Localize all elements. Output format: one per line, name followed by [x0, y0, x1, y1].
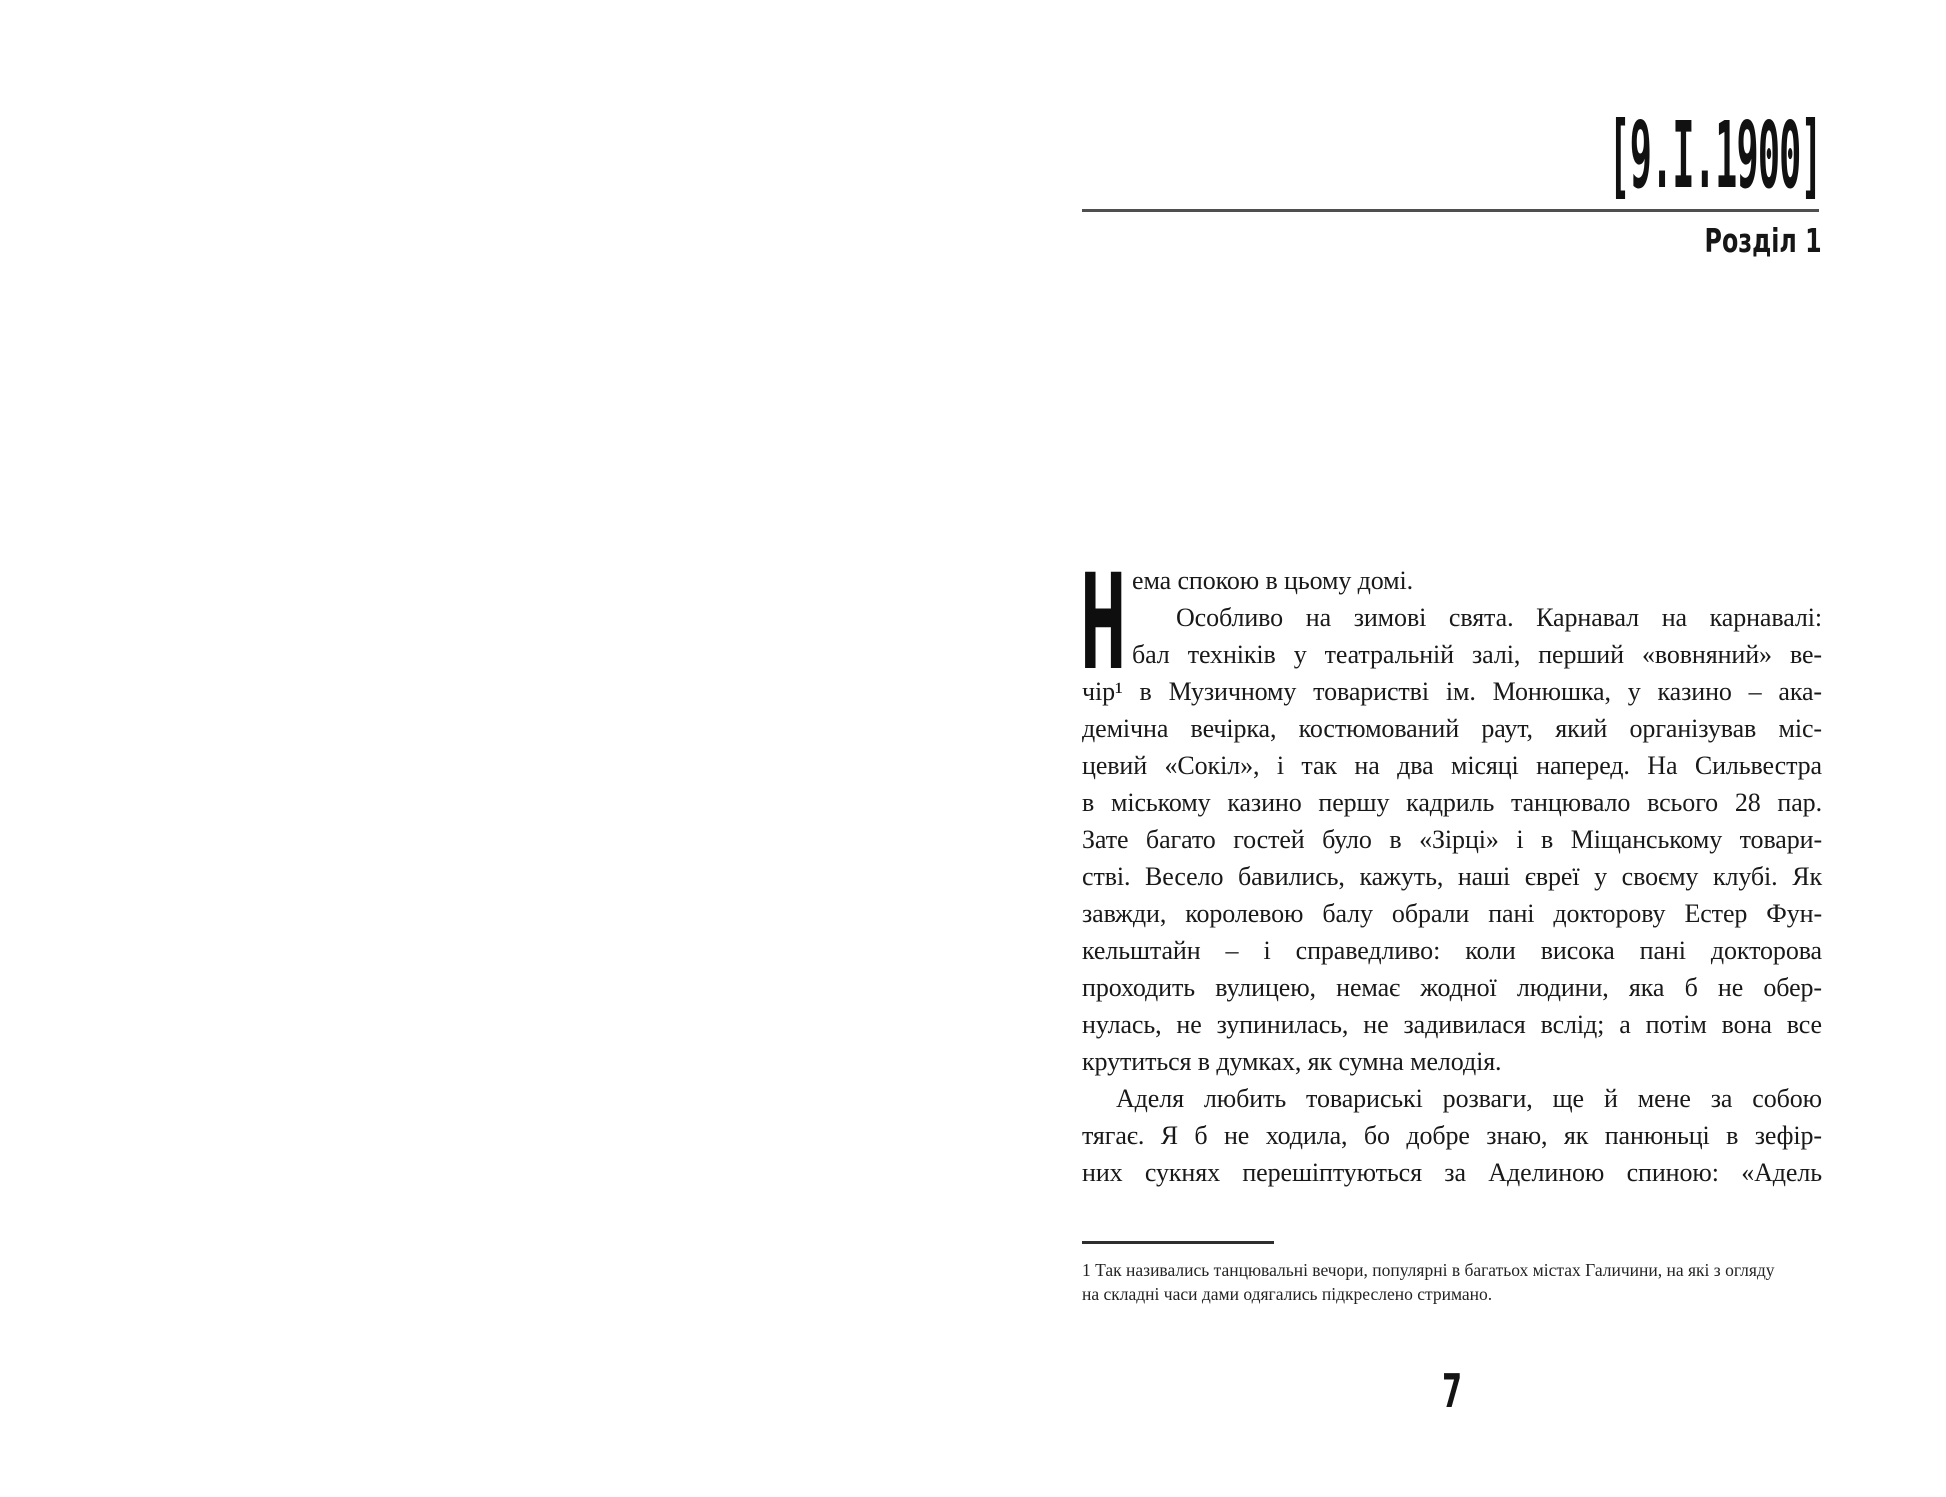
- page-number: 7: [1442, 1364, 1462, 1418]
- body-line: чір¹ в Музичному товаристві ім. Монюшка, у казино – ака-: [1082, 677, 1822, 706]
- chapter-date-heading: [9.I.1900]: [1608, 102, 1822, 209]
- body-text-column: [1082, 562, 1822, 1191]
- footnote: [1082, 1258, 1842, 1306]
- body-line: стві. Весело бавились, кажуть, наші євреї у своєму клубі. Як: [1082, 862, 1822, 891]
- body-line: бал техніків у театральній залі, перший «вовняний» ве-: [1132, 640, 1822, 669]
- body-line: нулась, не зупинилась, не задивилася вслід; а потім вона все: [1082, 1010, 1822, 1039]
- body-line: завжди, королевою балу обрали пані докторову Естер Фун-: [1082, 899, 1822, 928]
- chapter-label: Розділ 1: [1704, 221, 1822, 260]
- body-line: крутиться в думках, як сумна мелодія.: [1082, 1047, 1502, 1076]
- body-line: цевий «Сокіл», і так на два місяці наперед. На Сильвестра: [1082, 751, 1822, 780]
- body-line: тягає. Я б не ходила, бо добре знаю, як панюньці в зефір-: [1082, 1121, 1822, 1150]
- body-line: кельштайн – і справедливо: коли висока пані докторова: [1082, 936, 1822, 965]
- body-line: Аделя любить товариські розваги, ще й мене за собою: [1116, 1084, 1822, 1113]
- body-line: проходить вулицею, немає жодної людини, яка б не обер-: [1082, 973, 1822, 1002]
- heading-rule: [1082, 209, 1819, 212]
- body-line: ема спокою в цьому домі.: [1132, 566, 1414, 595]
- body-line: Особливо на зимові свята. Карнавал на карнавалі:: [1176, 603, 1822, 632]
- dropcap-letter: Н: [1080, 546, 1127, 700]
- body-line: в міському казино першу кадриль танцювало всього 28 пар.: [1082, 788, 1822, 817]
- footnote-rule: [1082, 1241, 1274, 1244]
- footnote-line: 1 Так називались танцювальні вечори, популярні в багатьох містах Галичини, на які з огляду: [1082, 1260, 1775, 1280]
- body-line: них сукнях перешіптуються за Аделиною спиною: «Адель: [1082, 1158, 1822, 1187]
- body-line: демічна вечірка, костюмований раут, який організував міс-: [1082, 714, 1822, 743]
- body-line: Зате багато гостей було в «Зірці» і в Міщанському товари-: [1082, 825, 1822, 854]
- footnote-line: на складні часи дами одягались підкреслено стримано.: [1082, 1284, 1493, 1304]
